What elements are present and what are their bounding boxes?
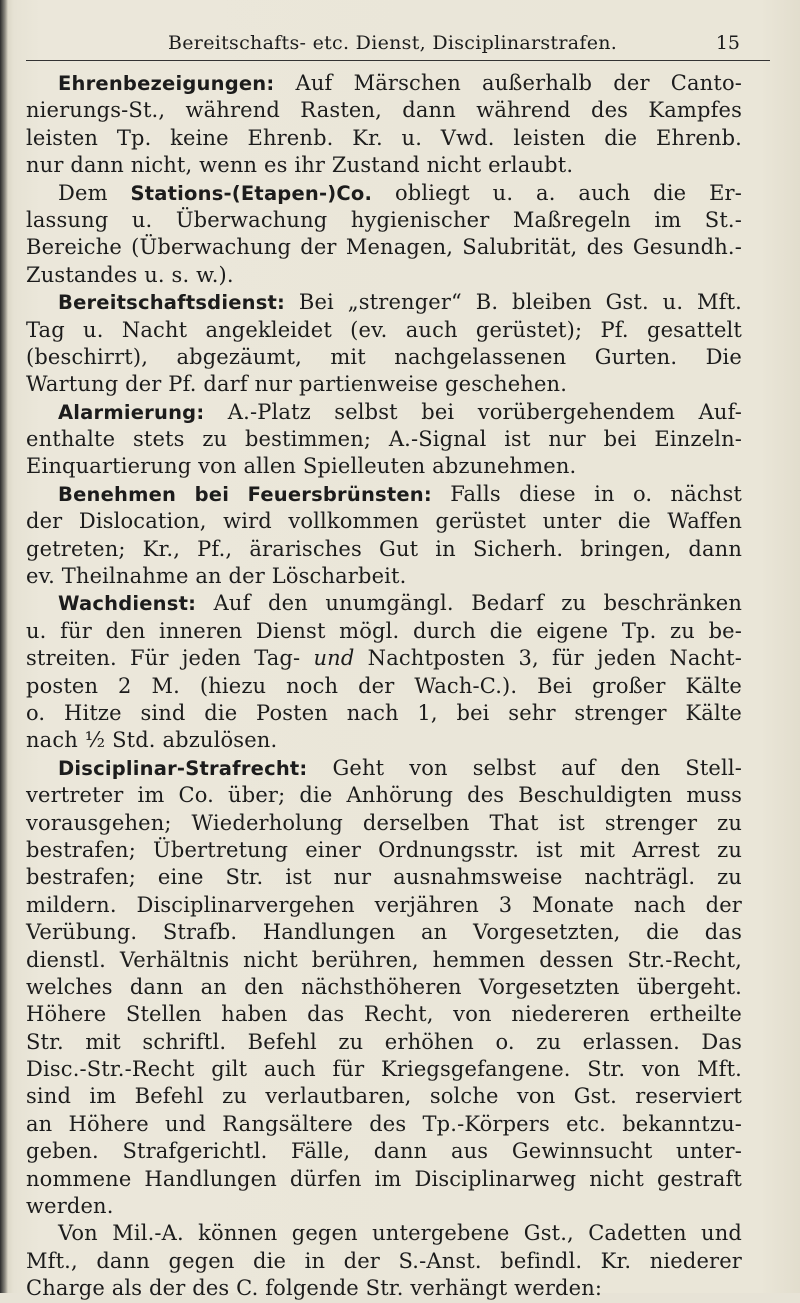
text-line xyxy=(26,892,742,919)
text-line xyxy=(26,125,742,152)
line-text: Charge als der des C. folgende Str. verhängt werden: xyxy=(26,1276,603,1301)
book-spine-shadow xyxy=(0,0,8,1293)
italic-word: und xyxy=(313,646,355,671)
line-prefix-text: Dem xyxy=(58,180,131,205)
text-line xyxy=(26,371,742,398)
line-text: Verübung. Strafb. Handlungen an Vorgesetzten, die das xyxy=(26,920,742,945)
paragraph-disciplinar-strafrecht xyxy=(26,755,742,1221)
text-line xyxy=(26,700,742,727)
section-keyword: Ehrenbezeigungen: xyxy=(58,72,275,95)
paragraph-alarmierung xyxy=(26,399,742,481)
line-text: mildern. Disciplinarvergehen verjähren 3 Monate nach der xyxy=(26,892,742,917)
line-text: leisten Tp. keine Ehrenb. Kr. u. Vwd. leisten die Ehrenb. xyxy=(26,125,742,150)
text-line xyxy=(26,1166,742,1193)
text-line xyxy=(26,1029,742,1056)
text-line xyxy=(26,810,742,837)
line-text: Auf den unumgängl. Bedarf zu beschränken xyxy=(196,591,742,616)
line-text: ev. Theilnahme an der Löscharbeit. xyxy=(26,564,407,589)
line-text: bestrafen; eine Str. ist nur ausnahmsweise nachträgl. zu xyxy=(26,865,742,890)
text-line xyxy=(26,782,742,809)
text-line xyxy=(26,1083,742,1110)
line-text: Bei „strenger“ B. bleiben Gst. u. Mft. xyxy=(285,290,742,315)
line-text: vorausgehen; Wiederholung derselben That ist strenger zu xyxy=(26,810,742,835)
line-text: sind im Befehl zu verlautbaren, solche von Gst. reserviert xyxy=(26,1084,742,1109)
text-line xyxy=(26,1138,742,1165)
text-line xyxy=(26,180,742,207)
paragraph-feuersbruensten xyxy=(26,481,742,591)
text-line xyxy=(26,97,742,124)
text-line xyxy=(26,1275,742,1302)
text-line xyxy=(26,426,742,453)
text-line xyxy=(26,481,742,508)
line-text: der Dislocation, wird vollkommen gerüstet unter die Waffen xyxy=(26,509,742,534)
text-line xyxy=(26,947,742,974)
body-text xyxy=(26,70,742,1303)
paragraph-ehrenbezeigungen xyxy=(26,70,742,180)
text-line xyxy=(26,673,742,700)
running-title: Bereitschafts- etc. Dienst, Disciplinarstrafen. xyxy=(168,32,618,54)
text-line xyxy=(26,837,742,864)
text-line xyxy=(26,152,742,179)
text-line xyxy=(26,289,742,316)
paragraph-stations-co xyxy=(26,180,742,290)
line-text: o. Hitze sind die Posten nach 1, bei sehr strenger Kälte xyxy=(26,700,742,725)
line-text: Auf Märschen außerhalb der Canto- xyxy=(274,71,742,95)
line-text: posten 2 M. (hiezu noch der Wach-C.). Bei großer Kälte xyxy=(26,673,742,698)
text-line xyxy=(26,317,742,344)
line-text: (beschirrt), abgezäumt, mit nachgelassenen Gurten. Die xyxy=(26,344,742,369)
line-text: A.-Platz selbst bei vorübergehendem Auf- xyxy=(204,399,742,424)
section-keyword: Bereitschaftsdienst: xyxy=(58,291,286,315)
line-text: vertreter im Co. über; die Anhörung des Beschuldigten muss xyxy=(26,783,742,808)
text-line xyxy=(26,1001,742,1028)
line-text: lassung u. Überwachung hygienischer Maßregeln im St.- xyxy=(26,207,742,232)
line-text: Geht von selbst auf den Stell- xyxy=(307,755,742,780)
paragraph-bereitschaftsdienst xyxy=(26,289,742,399)
line-text: Str. mit schriftl. Befehl zu erhöhen o. zu erlassen. Das xyxy=(26,1029,742,1054)
section-keyword: Wachdienst: xyxy=(58,592,197,616)
line-text: an Höhere und Rangsältere des Tp.-Körpers etc. bekanntzu- xyxy=(26,1111,742,1136)
line-text: Disc.-Str.-Recht gilt auch für Kriegsgefangene. Str. von Mft. xyxy=(26,1057,742,1082)
text-line xyxy=(26,864,742,891)
line-text: Einquartierung von allen Spielleuten abzunehmen. xyxy=(26,454,577,479)
line-text: Nachtposten 3, für jeden Nacht- xyxy=(354,646,742,671)
line-text: geben. Strafgerichtl. Fälle, dann aus Gewinnsucht unter- xyxy=(26,1139,742,1164)
text-line xyxy=(26,344,742,371)
line-text: werden. xyxy=(26,1194,114,1219)
text-line xyxy=(26,536,742,563)
section-keyword: Disciplinar-Strafrecht: xyxy=(58,756,308,780)
line-text: nur dann nicht, wenn es ihr Zustand nicht erlaubt. xyxy=(26,153,574,178)
paragraph-wachdienst xyxy=(26,590,742,754)
line-text: Von Mil.-A. können gegen untergebene Gst., Cadetten und xyxy=(58,1221,742,1246)
section-keyword: Alarmierung: xyxy=(58,400,205,424)
line-prefix-text: streiten. Für jeden Tag- xyxy=(26,646,314,671)
line-text: Mft., dann gegen die in der S.-Anst. befindl. Kr. niederer xyxy=(26,1248,742,1273)
line-text: Höhere Stellen haben das Recht, von niedereren ertheilte xyxy=(26,1002,742,1027)
running-header xyxy=(26,30,770,61)
line-text: u. für den inneren Dienst mögl. durch die eigene Tp. zu be- xyxy=(26,618,742,643)
line-text: welches dann an den nächsthöheren Vorgesetzten übergeht. xyxy=(26,974,742,999)
line-text: nommene Handlungen dürfen im Disciplinarweg nicht gestraft xyxy=(26,1166,742,1191)
page-number: 15 xyxy=(715,32,740,54)
text-line xyxy=(26,262,742,289)
line-text: enthalte stets zu bestimmen; A.-Signal ist nur bei Einzeln- xyxy=(26,427,742,452)
text-line xyxy=(26,1248,742,1275)
text-line xyxy=(26,453,742,480)
paragraph-von-mil-a xyxy=(26,1220,742,1302)
text-line xyxy=(26,974,742,1001)
text-line xyxy=(26,508,742,535)
text-line xyxy=(26,618,742,645)
line-text: Bereiche (Überwachung der Menagen, Salubrität, des Gesundh.- xyxy=(26,235,742,260)
text-line xyxy=(26,755,742,782)
line-text: Wartung der Pf. darf nur partienweise geschehen. xyxy=(26,372,568,397)
line-text: Zustandes u. s. w.). xyxy=(26,262,234,287)
text-line xyxy=(26,919,742,946)
section-keyword: Stations-(Etapen-)Co. xyxy=(130,181,373,205)
text-line xyxy=(26,1056,742,1083)
text-line xyxy=(26,1193,742,1220)
text-line xyxy=(26,234,742,261)
text-line xyxy=(26,399,742,426)
text-line xyxy=(26,645,742,672)
line-text: Falls diese in o. nächst xyxy=(431,481,743,506)
line-text: nach ½ Std. abzulösen. xyxy=(26,728,278,753)
line-text: bestrafen; Übertretung einer Ordnungsstr. ist mit Arrest zu xyxy=(26,837,742,862)
text-line xyxy=(26,590,742,617)
section-keyword: Benehmen bei Feuersbrünsten: xyxy=(58,482,432,506)
text-line xyxy=(26,563,742,590)
line-text: getreten; Kr., Pf., ärarisches Gut in Sicherh. bringen, dann xyxy=(26,536,742,561)
text-line xyxy=(26,70,742,97)
text-line xyxy=(26,727,742,754)
line-text: obliegt u. a. auch die Er- xyxy=(372,180,742,205)
line-text: dienstl. Verhältnis nicht berühren, hemmen dessen Str.-Recht, xyxy=(26,947,742,972)
text-line xyxy=(26,1111,742,1138)
text-line xyxy=(26,207,742,234)
text-line xyxy=(26,1220,742,1247)
line-text: nierungs-St., während Rasten, dann während des Kampfes xyxy=(26,98,742,123)
line-text: Tag u. Nacht angekleidet (ev. auch gerüstet); Pf. gesattelt xyxy=(26,317,742,342)
